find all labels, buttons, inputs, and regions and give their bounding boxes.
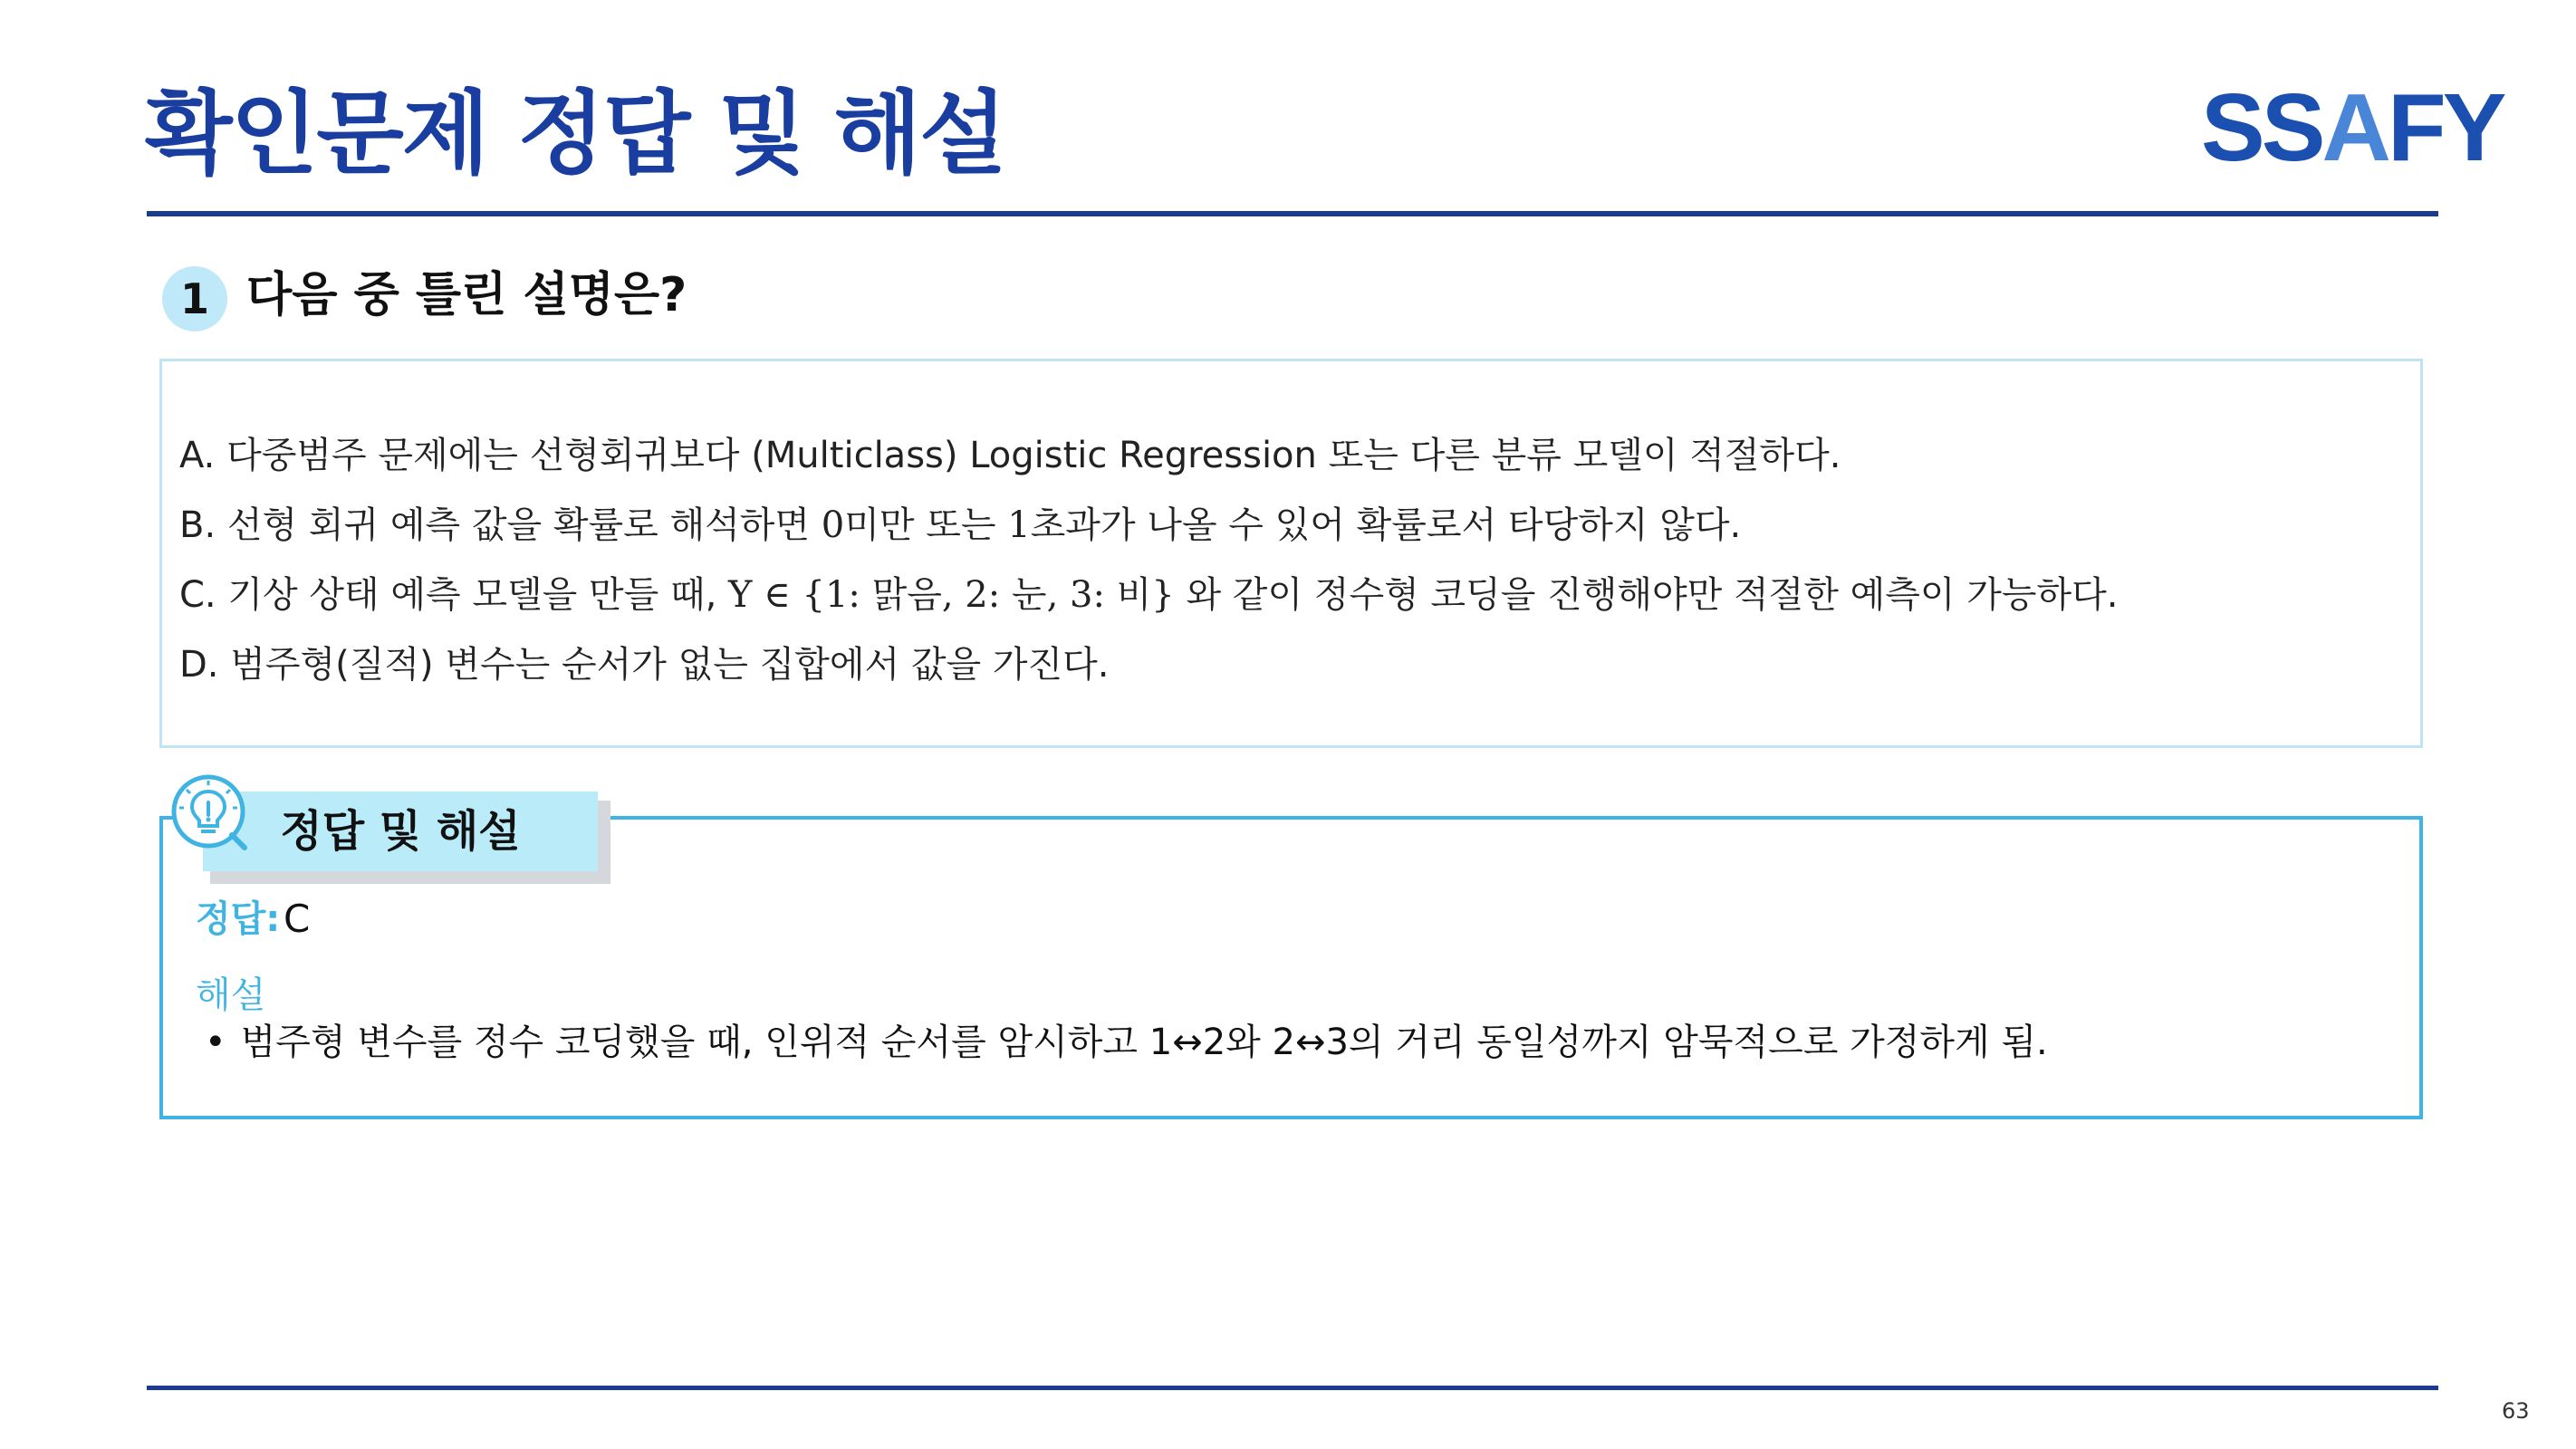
page-number: 63	[2502, 1398, 2530, 1424]
answer-label: 정답:	[196, 898, 281, 940]
explanation-label: 해설	[196, 974, 266, 1016]
answer-value: C	[284, 897, 311, 941]
header-divider	[147, 211, 2438, 216]
option-b-suffix: 초과가 나올 수 있어 확률로서 타당하지 않다.	[1030, 504, 1742, 546]
page-title: 확인문제 정답 및 해설	[145, 81, 1005, 187]
explanation-item	[205, 1020, 2048, 1065]
option-b-mid: 미만 또는	[844, 504, 1008, 546]
option-b-zero: 0	[821, 504, 845, 546]
option-b-one: 1	[1007, 504, 1031, 546]
option-b-prefix: B. 선형 회귀 예측 값을 확률로 해석하면	[179, 504, 822, 546]
option-c-suffix: 와 같이 정수형 코딩을 진행해야만 적절한 예측이 가능하다.	[1174, 574, 2119, 616]
explanation-text: 범주형 변수를 정수 코딩했을 때, 인위적 순서를 암시하고 1↔2와 2↔3의 거리 동일성까지 암묵적으로 가정하게 됨.	[240, 1022, 2048, 1063]
option-c	[179, 572, 2119, 618]
option-b	[179, 503, 1741, 548]
options-box	[159, 359, 2423, 748]
footer-divider	[147, 1386, 2438, 1390]
logo-prefix: SS	[2201, 74, 2322, 181]
lightbulb-icon	[168, 772, 248, 851]
option-a: A. 다중범주 문제에는 선형회귀보다 (Multiclass) Logistic Regression 또는 다른 분류 모델이 적절하다.	[179, 435, 1841, 476]
option-d: D. 범주형(질적) 변수는 순서가 없는 집합에서 값을 가진다.	[179, 644, 1110, 686]
bullet-marker: •	[205, 1022, 226, 1063]
option-c-prefix: C. 기상 상태 예측 모델을 만들 때,	[179, 574, 729, 616]
ssafy-logo	[2201, 74, 2504, 181]
logo-suffix: FY	[2387, 74, 2504, 181]
question-text: 다음 중 틀린 설명은?	[246, 268, 687, 322]
answer-tab-label: 정답 및 해설	[280, 806, 521, 857]
question-number-badge: 1	[162, 266, 227, 331]
logo-highlight: A	[2321, 74, 2388, 181]
option-c-math: Y ∈ {1: 맑음, 2: 눈, 3: 비}	[728, 574, 1175, 616]
